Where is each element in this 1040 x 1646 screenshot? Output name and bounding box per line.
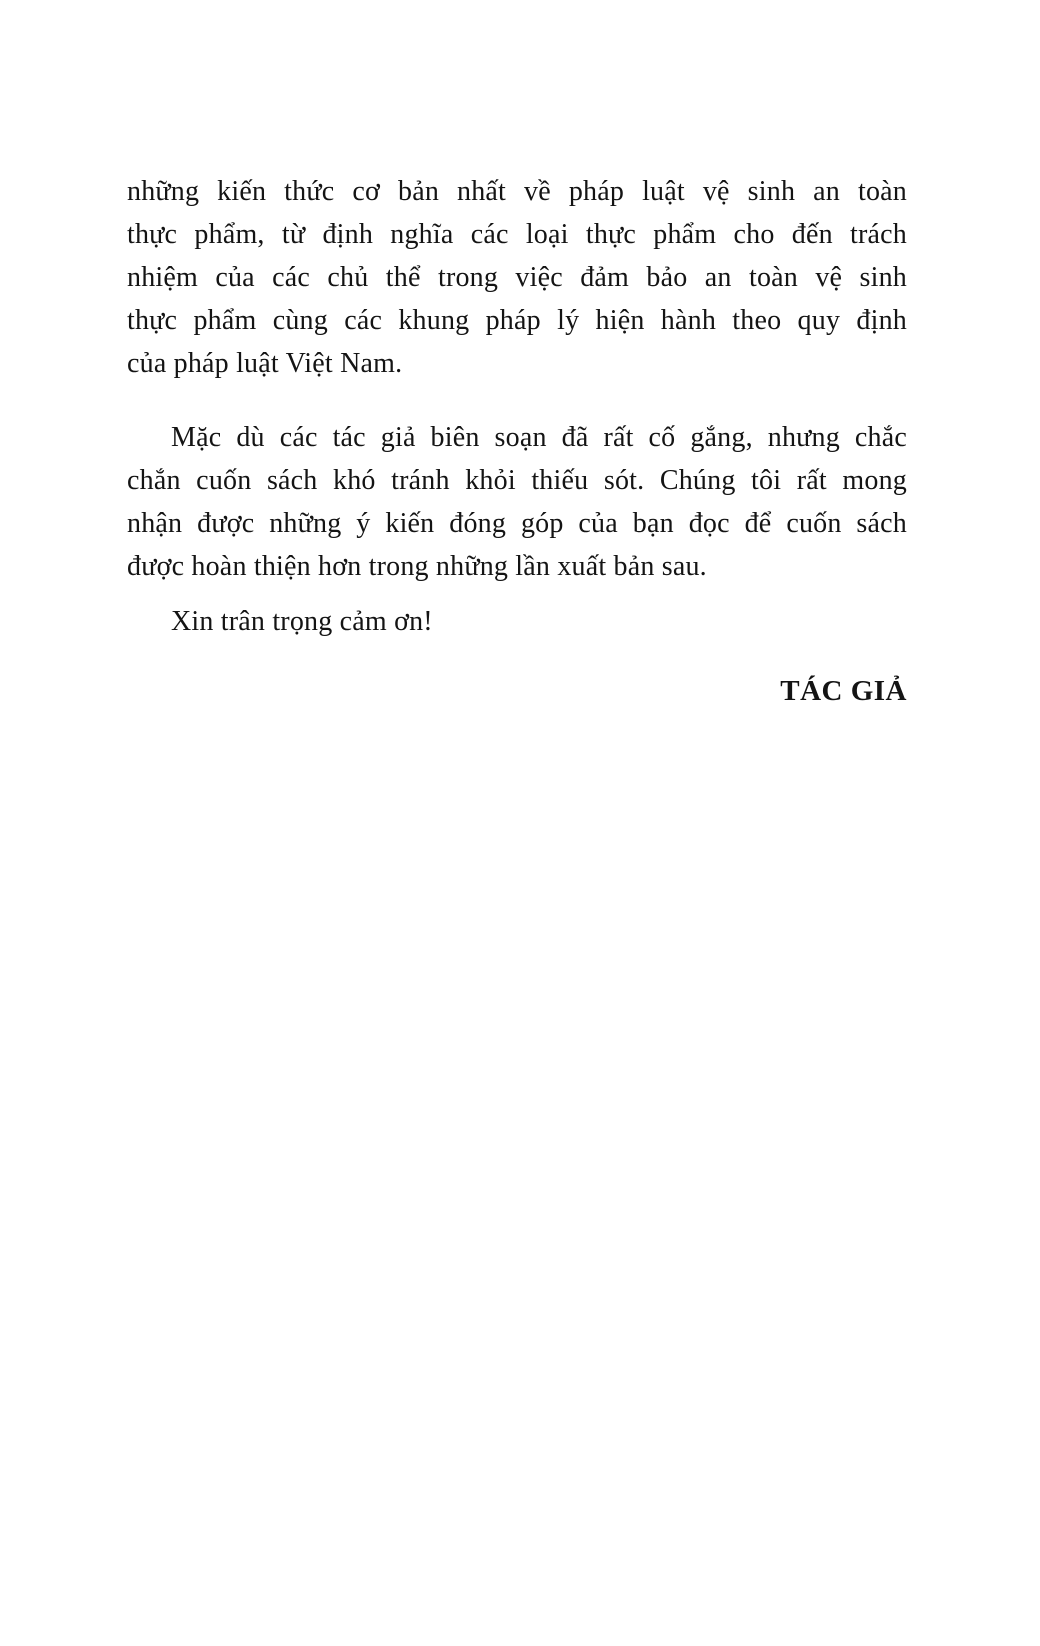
text-line: những kiến thức cơ bản nhất về pháp luật vệ sinh an toàn <box>127 176 907 207</box>
text-line: thực phẩm cùng các khung pháp lý hiện hành theo quy định <box>127 305 907 336</box>
body-text <box>127 170 907 713</box>
author-signature: TÁC GIẢ <box>780 675 907 707</box>
paragraph-1 <box>127 170 907 385</box>
paragraph-2 <box>127 416 907 588</box>
text-line: nhiệm của các chủ thể trong việc đảm bảo an toàn vệ sinh <box>127 262 907 293</box>
text-line: Mặc dù các tác giả biên soạn đã rất cố gắng, nhưng chắc <box>171 422 907 453</box>
paragraph-3 <box>127 600 907 643</box>
text-line: thực phẩm, từ định nghĩa các loại thực phẩm cho đến trách <box>127 219 907 250</box>
text-line: nhận được những ý kiến đóng góp của bạn đọc để cuốn sách <box>127 508 907 539</box>
text-line: Xin trân trọng cảm ơn! <box>171 606 433 637</box>
text-line: chắn cuốn sách khó tránh khỏi thiếu sót. Chúng tôi rất mong <box>127 465 907 496</box>
text-line: được hoàn thiện hơn trong những lần xuất bản sau. <box>127 551 707 582</box>
text-line: của pháp luật Việt Nam. <box>127 348 403 379</box>
